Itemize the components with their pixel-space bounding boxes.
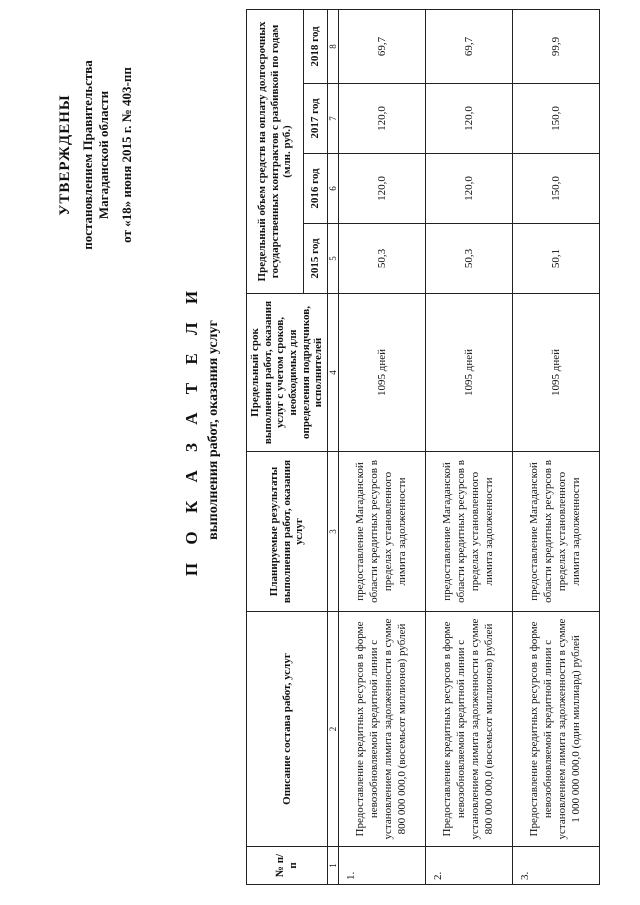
row-planned-result: предоставление Магаданской области кредитных ресурсов в пределах установленного лимита задолженности bbox=[512, 452, 599, 612]
title-sub: выполнения работ, оказания услуг bbox=[206, 320, 222, 540]
row-planned-result: предоставление Магаданской области кредитных ресурсов в пределах установленного лимита задолженности bbox=[425, 452, 512, 612]
column-number: 1 bbox=[327, 847, 338, 885]
row-description: Предоставление кредитных ресурсов в форме невозобновляемой кредитной линии с установлением лимита задолженности в сумме 800 000 000,0 (восемьсот миллионов) рублей bbox=[338, 612, 425, 847]
column-number: 6 bbox=[327, 154, 338, 224]
header-year-2017: 2017 год bbox=[304, 84, 328, 154]
title-main: П О К А З А Т Е Л И bbox=[182, 283, 201, 577]
table-row bbox=[338, 9, 425, 884]
header-num: № п/п bbox=[247, 847, 328, 885]
row-number: 2. bbox=[425, 847, 512, 885]
approval-line-3: от «18» июня 2015 г. № 403-пп bbox=[119, 67, 135, 243]
row-planned-result: предоставление Магаданской области кредитных ресурсов в пределах установленного лимита задолженности bbox=[338, 452, 425, 612]
approval-line-2: Магаданской области bbox=[95, 90, 111, 220]
row-description: Предоставление кредитных ресурсов в форме невозобновляемой кредитной линии с установлением лимита задолженности в сумме 1 000 000 000,0 (один миллиард) рублей bbox=[512, 612, 599, 847]
row-2015: 50,3 bbox=[338, 224, 425, 294]
table-row bbox=[512, 9, 599, 884]
header-year-2018: 2018 год bbox=[304, 9, 328, 83]
row-2017: 120,0 bbox=[338, 84, 425, 154]
row-description: Предоставление кредитных ресурсов в форме невозобновляемой кредитной линии с установлением лимита задолженности в сумме 800 000 000,0 (восемьсот миллионов) рублей bbox=[425, 612, 512, 847]
row-2018: 99,9 bbox=[512, 9, 599, 83]
row-term: 1095 дней bbox=[512, 294, 599, 452]
column-number: 7 bbox=[327, 84, 338, 154]
indicators-table bbox=[246, 9, 600, 885]
header-year-2016: 2016 год bbox=[304, 154, 328, 224]
table-row bbox=[425, 9, 512, 884]
row-2015: 50,3 bbox=[425, 224, 512, 294]
column-number: 8 bbox=[327, 9, 338, 83]
row-2016: 150,0 bbox=[512, 154, 599, 224]
approval-line-1: постановлением Правительства bbox=[80, 60, 95, 250]
approval-block bbox=[56, 5, 135, 305]
header-term: Предельный срок выполнения работ, оказания услуг с учетом сроков, необходимых для определения подрядчиков, исполнителей bbox=[247, 294, 328, 452]
document-title bbox=[182, 210, 223, 650]
row-2015: 50,1 bbox=[512, 224, 599, 294]
column-number: 4 bbox=[327, 294, 338, 452]
row-2017: 150,0 bbox=[512, 84, 599, 154]
column-number: 3 bbox=[327, 452, 338, 612]
row-term: 1095 дней bbox=[338, 294, 425, 452]
approval-heading: УТВЕРЖДЕНЫ bbox=[57, 94, 73, 216]
row-2017: 120,0 bbox=[425, 84, 512, 154]
row-2016: 120,0 bbox=[338, 154, 425, 224]
row-number: 1. bbox=[338, 847, 425, 885]
header-funds: Предельный объем средств на оплату долгосрочных государственных контрактов с разбивкой по годам (млн. руб.) bbox=[247, 9, 304, 293]
row-2016: 120,0 bbox=[425, 154, 512, 224]
row-2018: 69,7 bbox=[338, 9, 425, 83]
row-2018: 69,7 bbox=[425, 9, 512, 83]
header-year-2015: 2015 год bbox=[304, 224, 328, 294]
column-number: 2 bbox=[327, 612, 338, 847]
column-number: 5 bbox=[327, 224, 338, 294]
row-term: 1095 дней bbox=[425, 294, 512, 452]
header-description: Описание состава работ, услуг bbox=[247, 612, 328, 847]
row-number: 3. bbox=[512, 847, 599, 885]
header-planned-results: Планируемые результаты выполнения работ, оказания услуг bbox=[247, 452, 328, 612]
